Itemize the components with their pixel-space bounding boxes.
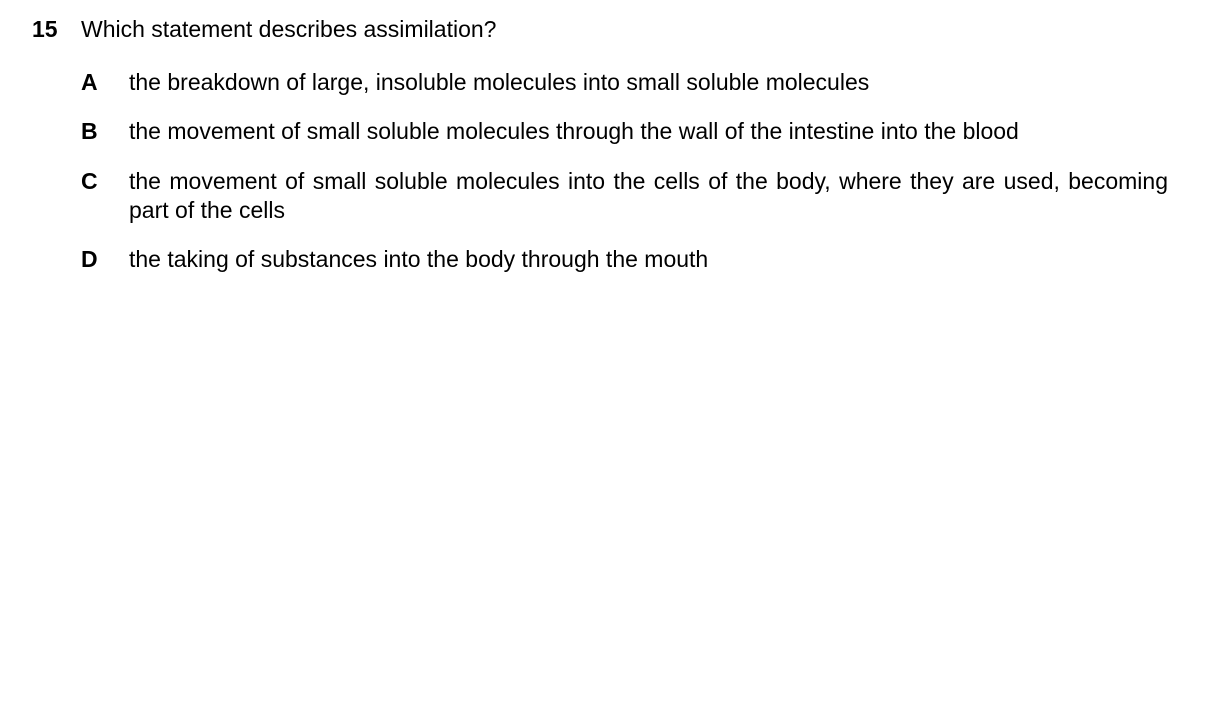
question-number: 15	[32, 16, 58, 42]
question-stem: Which statement describes assimilation?	[81, 16, 497, 42]
option-text: the movement of small soluble molecules into the cells of the body, where they are used, becoming part of the cells	[129, 168, 1168, 223]
option-text: the movement of small soluble molecules through the wall of the intestine into the blood	[129, 118, 1019, 144]
question-header	[32, 14, 1172, 44]
option-letter: D	[81, 246, 98, 272]
option-text: the breakdown of large, insoluble molecules into small soluble molecules	[129, 69, 870, 95]
option-text: the taking of substances into the body through the mouth	[129, 246, 709, 272]
question-block	[32, 14, 1172, 272]
option-letter: A	[81, 69, 98, 95]
option-letter: C	[81, 168, 98, 194]
option-letter: B	[81, 118, 98, 144]
